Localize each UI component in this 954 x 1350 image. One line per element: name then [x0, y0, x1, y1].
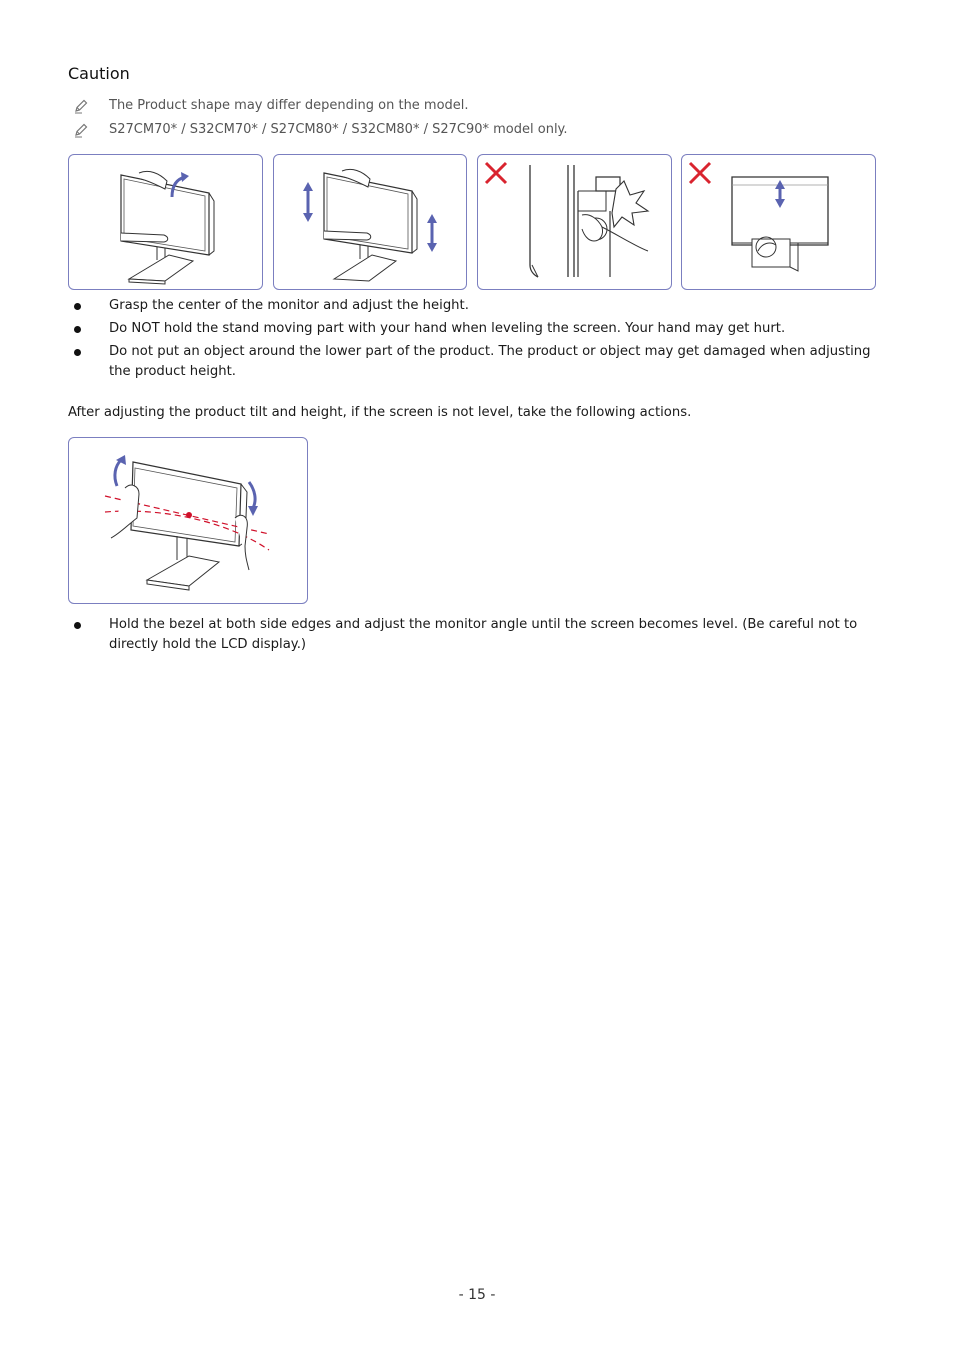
pen-note-icon [73, 98, 89, 114]
list-item-text: Grasp the center of the monitor and adjust the height. [109, 298, 469, 313]
monitor-tilt-drawing [69, 155, 263, 290]
bullet-dot [74, 622, 81, 629]
page-number: - 15 - [458, 1287, 496, 1303]
bullet-dot [74, 349, 81, 356]
illustration-level-screen [68, 437, 308, 604]
monitor-height-drawing [274, 155, 467, 290]
red-cross-icon [690, 163, 710, 183]
curved-arrow-icon [248, 482, 258, 516]
illustration-adjust-height [273, 154, 467, 290]
double-arrow-icon [303, 182, 313, 222]
illustration-no-hold-stand [477, 154, 672, 290]
bullet-dot [74, 303, 81, 310]
double-arrow-icon [427, 214, 437, 252]
monitor-level-drawing [69, 438, 308, 604]
caution-heading: Caution [68, 64, 130, 83]
note-text: S27CM70* / S32CM70* / S27CM80* / S32CM80* / S27C90* model only. [109, 122, 568, 137]
list-item-text: Do not put an object around the lower part of the product. The product or object may get damaged when adjusting the product height. [109, 344, 871, 379]
stand-pinch-drawing [478, 155, 672, 290]
note-text: The Product shape may differ depending on the model. [109, 98, 469, 113]
list-item-text: Hold the bezel at both side edges and adjust the monitor angle until the screen becomes level. (Be careful not to directly hold the LCD display.) [109, 617, 858, 652]
red-cross-icon [486, 163, 506, 183]
pen-note-icon [73, 122, 89, 138]
instruction-paragraph: After adjusting the product tilt and height, if the screen is not level, take the following actions. [68, 405, 692, 420]
monitor-object-drawing [682, 155, 876, 290]
list-item-text: Do NOT hold the stand moving part with your hand when leveling the screen. Your hand may get hurt. [109, 321, 786, 336]
curved-arrow-icon [115, 455, 126, 486]
illustration-grasp-center [68, 154, 263, 290]
bullet-dot [74, 326, 81, 333]
illustration-no-object-below [681, 154, 876, 290]
